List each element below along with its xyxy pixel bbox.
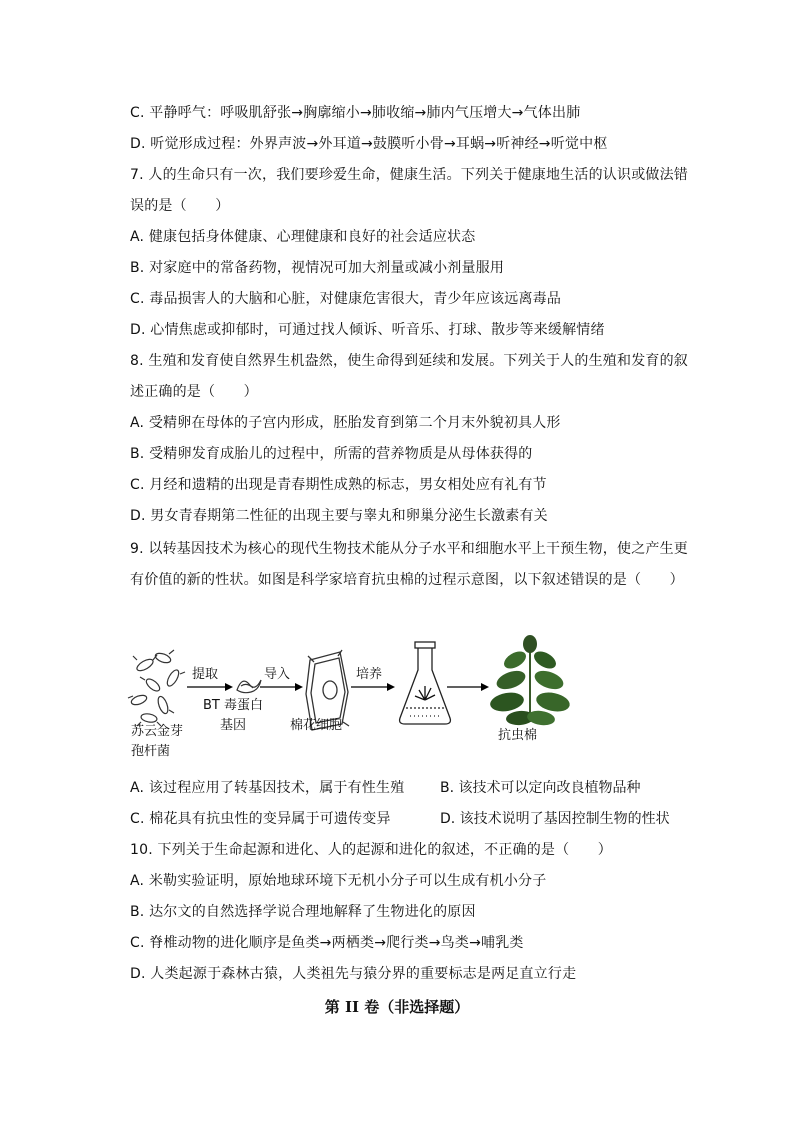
arrow-import [260,683,303,691]
culture-flask-illustration [400,642,451,724]
label-bacteria-line1: 苏云金芽 [131,724,184,739]
q9-stem-line1: 9. 以转基因技术为核心的现代生物技术能从分子水平和细胞水平上干预生物，使之产生更 [130,541,689,557]
q9-option-a: A. 该过程应用了转基因技术，属于有性生殖 [130,780,405,796]
cotton-plant-illustration [489,635,572,727]
q10-stem: 10. 下列关于生命起源和进化、人的起源和进化的叙述，不正确的是（ ） [130,842,612,858]
gene-fragment-illustration [237,680,261,693]
label-gene-line1: BT 毒蛋白 [203,698,263,713]
q7-stem-line1: 7. 人的生命只有一次，我们要珍爱生命，健康生活。下列关于健康地生活的认识或做法错 [130,167,689,183]
q6-option-d: D. 听觉形成过程：外界声波→外耳道→鼓膜听小骨→耳蜗→听神经→听觉中枢 [130,136,608,152]
label-gene-line2: 基因 [220,718,247,733]
q9-option-d: D. 该技术说明了基因控制生物的性状 [440,811,670,827]
label-bacteria-line2: 孢杆菌 [131,744,171,759]
label-import: 导入 [264,667,291,682]
q10-option-c: C. 脊椎动物的进化顺序是鱼类→两栖类→爬行类→鸟类→哺乳类 [130,935,524,951]
label-cotton-cell: 棉花细胞 [290,718,343,733]
q6-option-c: C. 平静呼气：呼吸肌舒张→胸廓缩小→肺收缩→肺内气压增大→气体出肺 [130,105,581,121]
q7-option-c: C. 毒品损害人的大脑和心脏，对健康危害很大，青少年应该远离毒品 [130,291,562,307]
q8-stem-line2: 述正确的是（ ） [130,384,258,400]
q8-option-a: A. 受精卵在母体的子宫内形成，胚胎发育到第二个月末外貌初具人形 [130,415,561,431]
label-cotton-plant: 抗虫棉 [498,728,538,743]
q9-option-b: B. 该技术可以定向改良植物品种 [440,780,641,796]
q9-stem-line2: 有价值的新的性状。如图是科学家培育抗虫棉的过程示意图，以下叙述错误的是（ ） [130,572,684,588]
bacteria-illustration [128,650,185,726]
q10-option-a: A. 米勒实验证明，原始地球环境下无机小分子可以生成有机小分子 [130,873,547,889]
section-title: 第 II 卷（非选择题） [324,998,470,1016]
q10-option-d: D. 人类起源于森林古猿，人类祖先与猿分界的重要标志是两足直立行走 [130,966,577,982]
label-extract: 提取 [192,667,219,682]
arrow-grow [447,683,489,691]
arrow-extract [187,683,233,691]
q7-option-b: B. 对家庭中的常备药物，视情况可加大剂量或减小剂量服用 [130,260,505,276]
q7-option-a: A. 健康包括身体健康、心理健康和良好的社会适应状态 [130,229,476,245]
q8-option-d: D. 男女青春期第二性征的出现主要与睾丸和卵巢分泌生长激素有关 [130,508,548,524]
arrow-culture [351,683,395,691]
q8-stem-line1: 8. 生殖和发育使自然界生机盎然，使生命得到延续和发展。下列关于人的生殖和发育的叙 [130,353,689,369]
q7-stem-line2: 误的是（ ） [130,198,230,214]
q8-option-b: B. 受精卵发育成胎儿的过程中，所需的营养物质是从母体获得的 [130,446,533,462]
q8-option-c: C. 月经和遗精的出现是青春期性成熟的标志，男女相处应有礼有节 [130,477,547,493]
q7-option-d: D. 心情焦虑或抑郁时，可通过找人倾诉、听音乐、打球、散步等来缓解情绪 [130,322,605,338]
q9-option-c: C. 棉花具有抗虫性的变异属于可遗传变异 [130,811,391,827]
transgenic-cotton-diagram [125,630,585,780]
q10-option-b: B. 达尔文的自然选择学说合理地解释了生物进化的原因 [130,904,476,920]
label-culture: 培养 [356,667,383,682]
